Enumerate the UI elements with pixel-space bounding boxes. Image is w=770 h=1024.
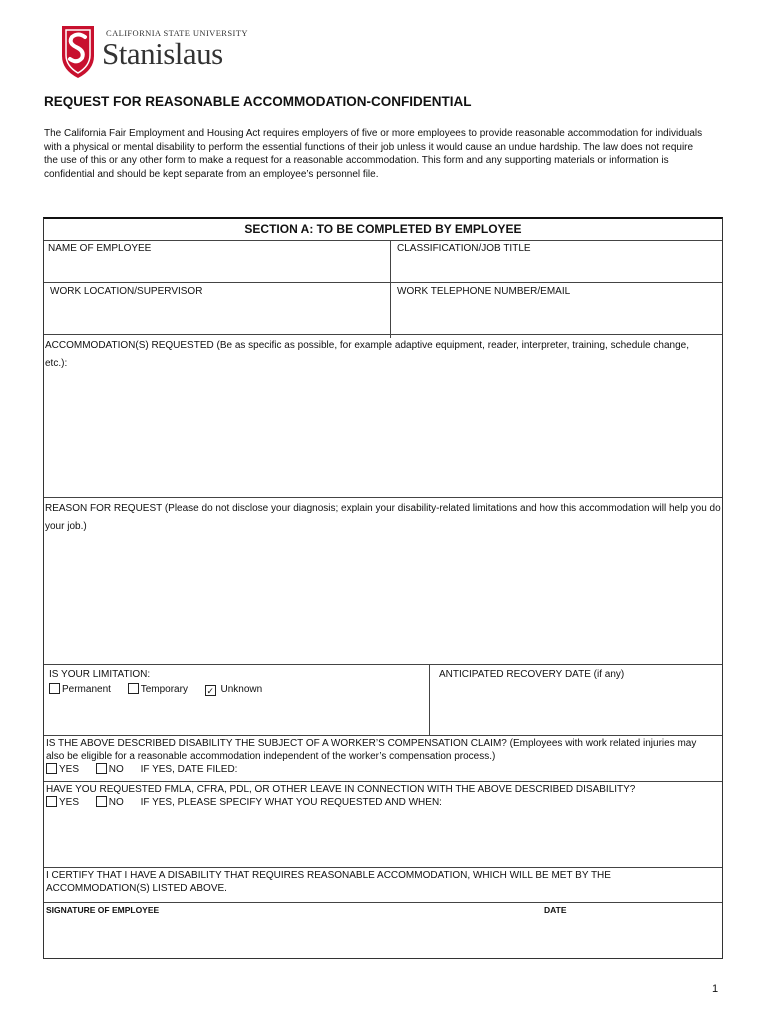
- section-a-heading: SECTION A: TO BE COMPLETED BY EMPLOYEE: [244, 222, 522, 236]
- university-name: Stanislaus: [102, 36, 223, 71]
- divider: [44, 781, 722, 782]
- leave-group: [46, 783, 706, 867]
- checkbox[interactable]: [49, 683, 60, 694]
- classification-field[interactable]: [397, 242, 717, 284]
- yes-label: YES: [59, 764, 80, 775]
- limitation-group: [49, 668, 419, 696]
- recovery-date-field[interactable]: [439, 668, 719, 732]
- classification-label: CLASSIFICATION/JOB TITLE: [397, 243, 531, 254]
- work-location-label: WORK LOCATION/SUPERVISOR: [50, 286, 203, 297]
- leave-no[interactable]: [96, 796, 124, 809]
- temporary-label: Temporary: [140, 683, 188, 695]
- permanent-option[interactable]: [49, 683, 111, 697]
- reason-for-request-field[interactable]: [45, 500, 721, 660]
- page-title: REQUEST FOR REASONABLE ACCOMMODATION-CONFIDENTIAL: [44, 94, 472, 109]
- leave-yes[interactable]: [46, 796, 79, 809]
- yes-label: YES: [59, 797, 80, 808]
- work-telephone-field[interactable]: [397, 285, 717, 335]
- university-logo: [58, 22, 248, 82]
- divider: [44, 497, 722, 498]
- signature-label: SIGNATURE OF EMPLOYEE: [46, 905, 160, 915]
- workers-comp-no[interactable]: [96, 763, 124, 776]
- name-of-employee-field[interactable]: [48, 242, 378, 284]
- checkbox[interactable]: [128, 683, 139, 694]
- checkbox[interactable]: [46, 763, 57, 774]
- date-filed-label: IF YES, DATE FILED:: [140, 764, 238, 775]
- date-label: DATE: [544, 905, 567, 915]
- intro-paragraph: The California Fair Employment and Housing Act requires employers of five or more employees to provide reasonable accommodation for individuals with a physical or mental disability to perform the essential functions of their job unless it would cause an undue hardship. The law does not require the use of this or any other form to make a request for a reasonable accommodation. This form and any supporting materials or information is confidential and should be kept separate from an employee’s personnel file.: [44, 128, 703, 180]
- divider: [44, 240, 722, 241]
- no-label: NO: [108, 797, 124, 808]
- leave-question: HAVE YOU REQUESTED FMLA, CFRA, PDL, OR OTHER LEAVE IN CONNECTION WITH THE ABOVE DESCRIBED DISABILITY?: [46, 784, 636, 795]
- divider: [44, 282, 722, 283]
- name-of-employee-label: NAME OF EMPLOYEE: [48, 243, 152, 254]
- checkmark-icon[interactable]: ✓: [206, 685, 214, 696]
- temporary-option[interactable]: [128, 683, 188, 697]
- recovery-date-label: ANTICIPATED RECOVERY DATE (if any): [439, 669, 625, 680]
- divider: [44, 664, 722, 665]
- divider: [390, 240, 391, 338]
- unknown-option[interactable]: [205, 683, 262, 697]
- shield-icon: [58, 22, 98, 80]
- work-location-field[interactable]: [50, 285, 380, 335]
- checkbox[interactable]: [96, 763, 107, 774]
- accommodations-requested-label: ACCOMMODATION(S) REQUESTED (Be as specific as possible, for example adaptive equipment, reader, interpreter, training, schedule change, etc.):: [45, 340, 689, 369]
- certify-statement: I CERTIFY THAT I HAVE A DISABILITY THAT REQUIRES REASONABLE ACCOMMODATION, WHICH WILL BE MET BY THE ACCOMMODATION(S) LISTED ABOVE.: [46, 870, 611, 894]
- accommodations-requested-field[interactable]: [45, 337, 705, 495]
- leave-specify-label: IF YES, PLEASE SPECIFY WHAT YOU REQUESTED AND WHEN:: [140, 797, 442, 808]
- divider: [44, 867, 722, 868]
- divider: [429, 664, 430, 736]
- workers-comp-question: IS THE ABOVE DESCRIBED DISABILITY THE SUBJECT OF A WORKER’S COMPENSATION CLAIM? (Employees with work related injuries may also be eligible for a reasonable accommodation independent of the worker’s compensation process.): [46, 738, 697, 762]
- section-a-form: [43, 217, 723, 959]
- limitation-label: IS YOUR LIMITATION:: [49, 669, 151, 680]
- page-number: 1: [712, 983, 719, 995]
- no-label: NO: [108, 764, 124, 775]
- workers-comp-group: [46, 737, 706, 776]
- unknown-label: Unknown: [220, 683, 263, 695]
- checkbox[interactable]: [96, 796, 107, 807]
- signature-field[interactable]: [44, 917, 722, 957]
- divider: [44, 334, 722, 335]
- permanent-label: Permanent: [62, 683, 111, 695]
- university-line: CALIFORNIA STATE UNIVERSITY: [106, 28, 248, 38]
- divider: [44, 735, 722, 736]
- reason-for-request-label: REASON FOR REQUEST (Please do not disclose your diagnosis; explain your disability-related limitations and how this accommodation will help you do your job.): [45, 503, 721, 532]
- work-telephone-label: WORK TELEPHONE NUMBER/EMAIL: [397, 286, 571, 297]
- workers-comp-yes[interactable]: [46, 763, 79, 776]
- checkbox[interactable]: [46, 796, 57, 807]
- divider: [44, 902, 722, 903]
